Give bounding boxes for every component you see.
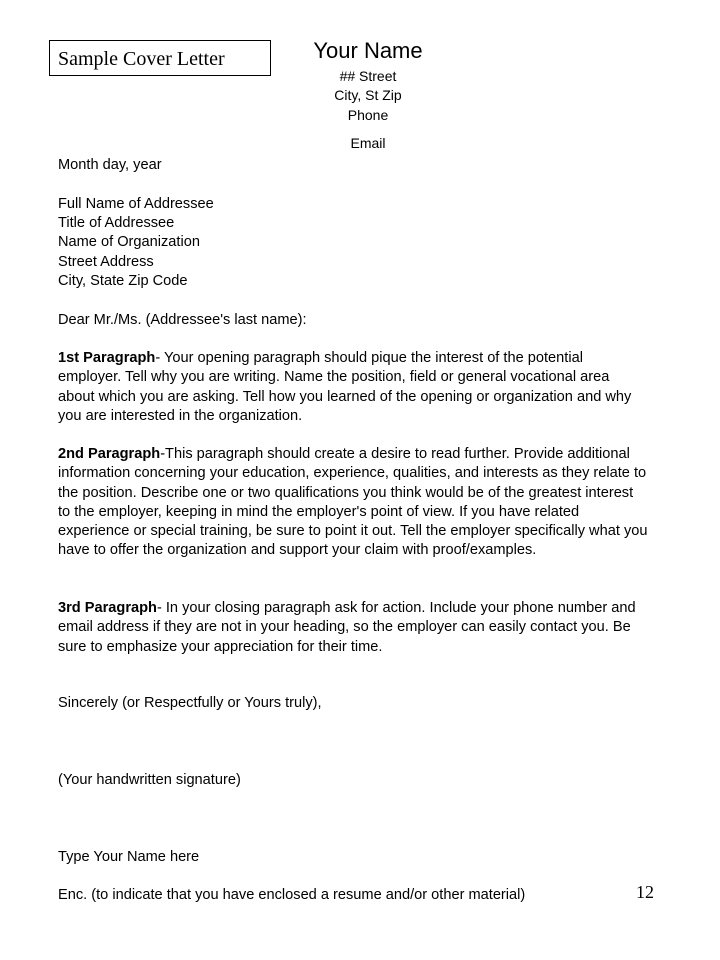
addressee-line: City, State Zip Code	[58, 273, 188, 289]
addressee-line: Title of Addressee	[58, 215, 175, 231]
paragraph-3-text: - In your closing paragraph ask for action. Include your phone number and email address if they are not in your heading, so the employer can easily contact you. Be sure to emphasize your appreciation for their time.	[58, 600, 636, 655]
letter-date: Month day, year	[58, 157, 162, 173]
salutation: Dear Mr./Ms. (Addressee's last name):	[58, 312, 307, 328]
paragraph-3-label: 3rd Paragraph	[58, 600, 157, 616]
sender-phone: Phone	[347, 107, 389, 123]
addressee-line: Full Name of Addressee	[58, 196, 214, 212]
paragraph-3	[58, 599, 648, 657]
typed-name: Type Your Name here	[58, 849, 200, 865]
paragraph-1-label: 1st Paragraph	[58, 350, 156, 366]
page-number: 12	[636, 882, 654, 902]
sample-cover-letter-label: Sample Cover Letter	[49, 40, 271, 76]
addressee-line: Street Address	[58, 254, 154, 270]
signature-placeholder: (Your handwritten signature)	[58, 772, 241, 788]
enclosure-note: Enc. (to indicate that you have enclosed a resume and/or other material)	[58, 887, 526, 903]
paragraph-2-text: -This paragraph should create a desire to read further. Provide additional information concerning your education, experience, qualities, and interests as they relate to the position. Describe one or two qualifications you think would be of the greatest interest to the employer, keeping in mind the employer's point of view. If you have related experience or special training, be sure to point it out. Tell the employer specifically what you have to offer the organization and support your claim with proof/examples.	[58, 446, 648, 559]
sender-email: Email	[350, 135, 386, 151]
sender-name: Your Name	[313, 38, 423, 63]
paragraph-2-label: 2nd Paragraph	[58, 446, 161, 462]
paragraph-1	[58, 349, 648, 426]
sender-street: ## Street	[339, 68, 397, 84]
paragraph-2	[58, 445, 648, 561]
sender-city: City, St Zip	[334, 87, 402, 103]
paragraph-1-text: - Your opening paragraph should pique the interest of the potential employer. Tell why you are writing. Name the position, field or general vocational area about which you are asking. Tell how you learned of the opening or organization and why you are interested in the organization.	[58, 350, 632, 424]
closing: Sincerely (or Respectfully or Yours truly),	[58, 695, 322, 711]
addressee-line: Name of Organization	[58, 234, 200, 250]
